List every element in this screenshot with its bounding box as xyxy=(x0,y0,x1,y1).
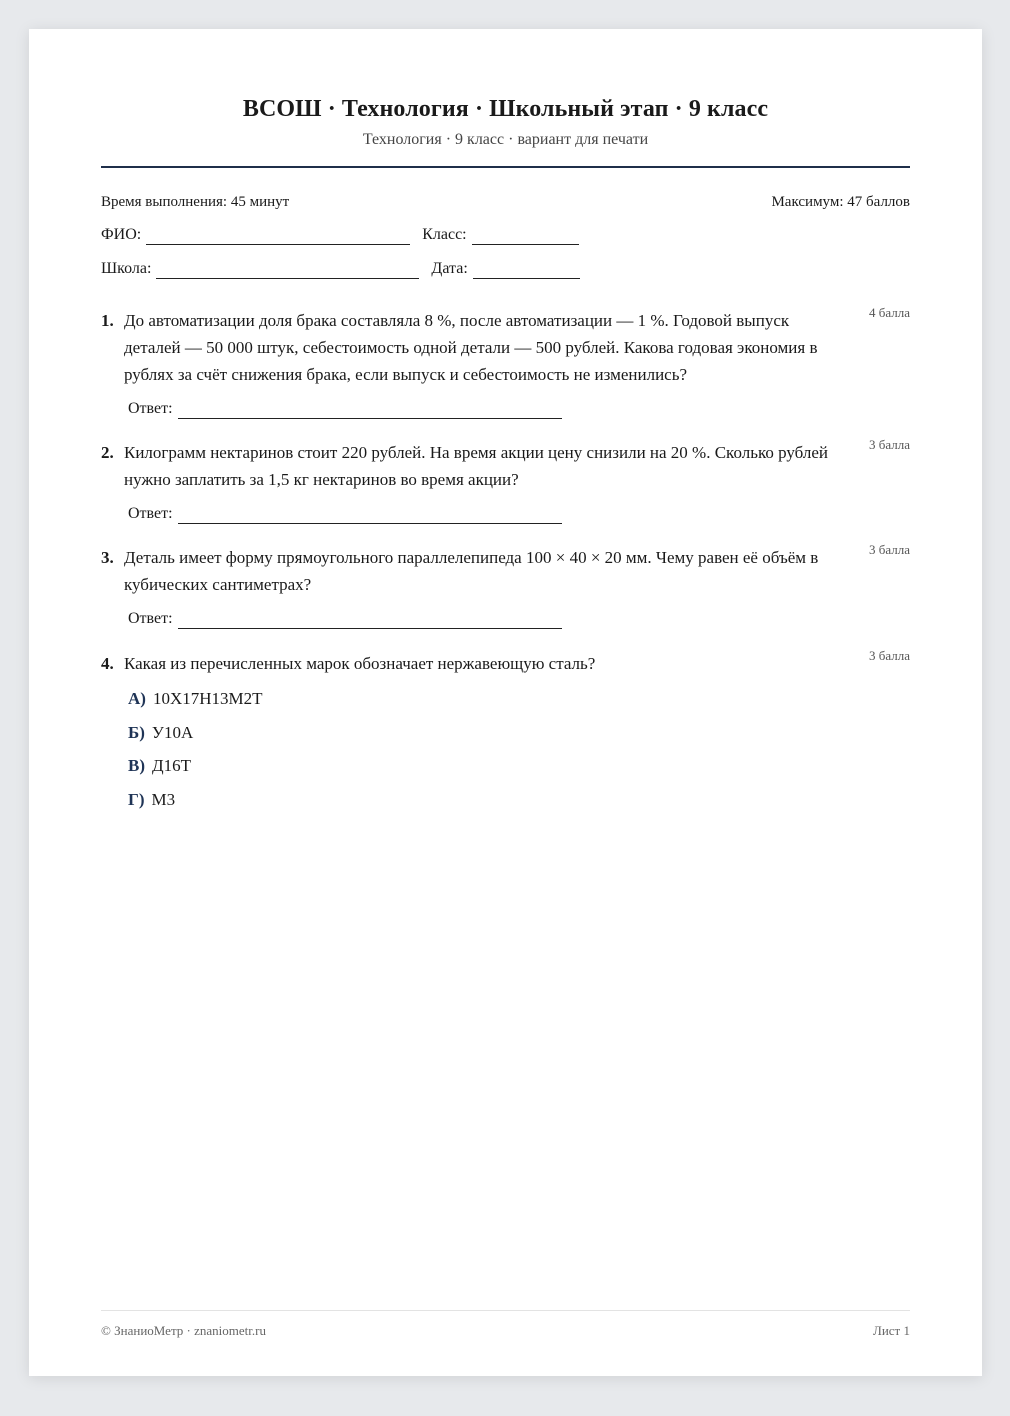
option-letter: Г) xyxy=(128,790,145,809)
page-footer xyxy=(101,1322,910,1340)
question-text: Деталь имеет форму прямоугольного параллелепипеда 100 × 40 × 20 мм. Чему равен её объём в кубических сантиметрах? xyxy=(124,548,819,594)
question-number: 2. xyxy=(101,443,114,462)
option-letter: Б) xyxy=(128,723,145,742)
question-text: До автоматизации доля брака составляла 8 %, после автоматизации — 1 %. Годовой выпуск деталей — 50 000 штук, себестоимость одной детали — 500 рублей. Какова годовая экономия в рублях за счёт снижения брака, если выпуск и себестоимость не изменились? xyxy=(124,311,818,384)
option-a[interactable] xyxy=(128,688,263,710)
option-text: М3 xyxy=(151,790,176,809)
date-field[interactable] xyxy=(473,264,580,279)
question-number: 1. xyxy=(101,311,114,330)
meta-row xyxy=(101,192,910,212)
option-text: 10Х17Н13М2Т xyxy=(152,689,263,708)
class-field[interactable] xyxy=(472,230,579,245)
answer-row xyxy=(128,504,562,524)
school-label: Школа: xyxy=(101,260,152,277)
worksheet-page xyxy=(29,29,982,1376)
answer-row xyxy=(128,399,562,419)
page-content xyxy=(101,29,910,1376)
fio-field[interactable] xyxy=(146,230,410,245)
question-text: Килограмм нектаринов стоит 220 рублей. На время акции цену снизили на 20 %. Сколько рублей нужно заплатить за 1,5 кг нектаринов во время акции? xyxy=(124,443,829,489)
class-label: Класс: xyxy=(422,226,467,243)
date-label: Дата: xyxy=(431,260,468,277)
option-b[interactable] xyxy=(128,722,193,744)
answer-field[interactable] xyxy=(178,614,562,629)
question-points: 3 балла xyxy=(869,648,910,663)
option-text: Д16Т xyxy=(152,756,191,775)
option-letter: В) xyxy=(128,756,145,775)
question-points: 3 балла xyxy=(869,437,910,452)
question-number: 3. xyxy=(101,548,114,567)
answer-row xyxy=(128,609,562,629)
footer-copyright: © ЗнаниоМетр · znaniometr.ru xyxy=(101,1323,266,1338)
sheet-number: Лист 1 xyxy=(873,1323,910,1338)
answer-label: Ответ: xyxy=(128,610,173,627)
school-date-row xyxy=(101,259,910,279)
question-points: 3 балла xyxy=(869,542,910,557)
page-title: ВСОШ · Технология · Школьный этап · 9 класс xyxy=(242,96,769,122)
school-field[interactable] xyxy=(156,264,419,279)
fio-class-row xyxy=(101,225,910,245)
page-subtitle: Технология · 9 класс · вариант для печати xyxy=(362,131,649,148)
max-score: Максимум: 47 баллов xyxy=(771,194,910,210)
option-c[interactable] xyxy=(128,755,191,777)
option-text: У10А xyxy=(151,723,194,742)
answer-label: Ответ: xyxy=(128,505,173,522)
time-limit: Время выполнения: 45 минут xyxy=(101,194,290,210)
header-divider xyxy=(101,166,910,168)
option-d[interactable] xyxy=(128,789,175,811)
question-number: 4. xyxy=(101,654,114,673)
page-header xyxy=(101,95,910,150)
question-points: 4 балла xyxy=(869,305,910,320)
answer-label: Ответ: xyxy=(128,400,173,417)
answer-field[interactable] xyxy=(178,509,562,524)
option-letter: А) xyxy=(128,689,146,708)
question-text: Какая из перечисленных марок обозначает нержавеющую сталь? xyxy=(124,654,596,673)
answer-field[interactable] xyxy=(178,404,562,419)
footer-divider xyxy=(101,1310,910,1311)
fio-label: ФИО: xyxy=(101,226,142,243)
